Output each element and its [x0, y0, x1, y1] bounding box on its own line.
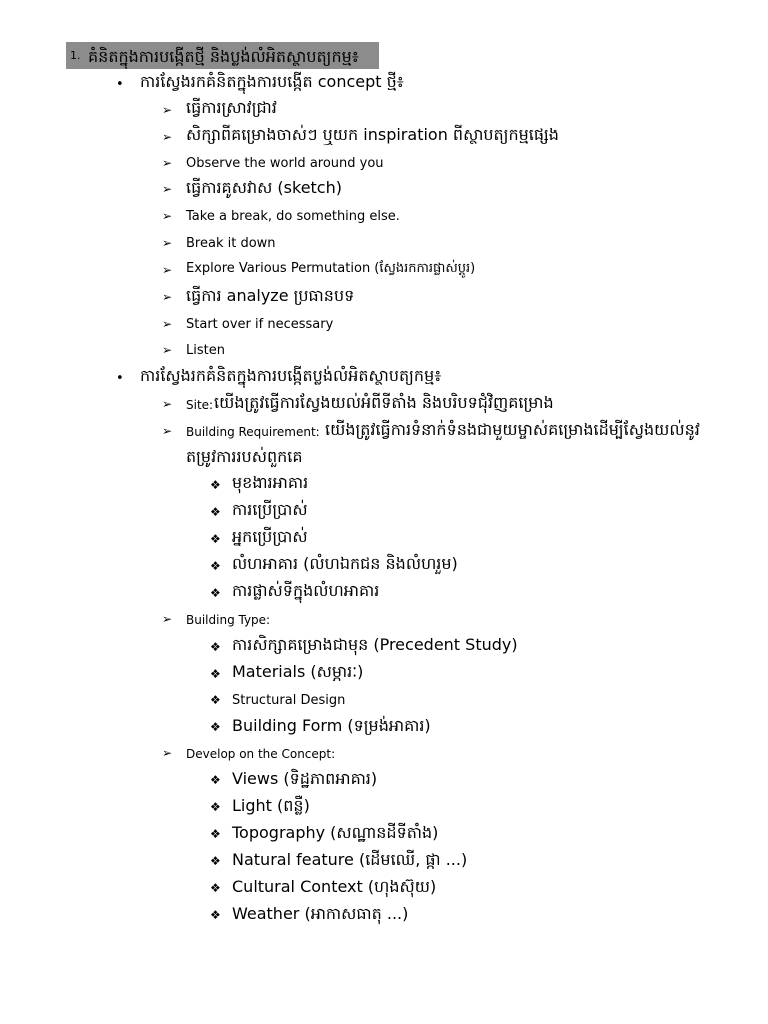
arrow-icon: ➢ [162, 263, 173, 277]
list-item: ធ្វើការស្រាវជ្រាវ [186, 98, 277, 117]
sub-list-item: ការសិក្សាគម្រោងជាមុន (Precedent Study) [232, 635, 518, 654]
diamond-icon: ❖ [210, 881, 221, 895]
section-heading [66, 42, 379, 69]
arrow-icon: ➢ [162, 317, 173, 331]
list-item-continuation: តម្រូវការរបស់ពួកគេ [186, 447, 303, 466]
diamond-icon: ❖ [210, 773, 221, 787]
list-item: Take a break, do something else. [186, 209, 400, 224]
diamond-icon: ❖ [210, 586, 221, 600]
item-label: Building Type: [186, 613, 271, 627]
sub-list-item: ការប្រើប្រាស់ [232, 500, 308, 519]
diamond-icon: ❖ [210, 854, 221, 868]
diamond-icon: ❖ [210, 532, 221, 546]
section-title: ការស្វែងរកគំនិតក្នុងការបង្កើតប្លង់លំអិតស្ថាបត្យកម្ម៖ [140, 366, 442, 385]
arrow-icon: ➢ [162, 209, 173, 223]
sub-list-item: ការផ្លាស់ទីក្នុងលំហអាគារ [232, 581, 380, 600]
diamond-icon: ❖ [210, 720, 221, 734]
sub-list-item: Light (ពន្លឺ) [232, 796, 310, 815]
diamond-icon: ❖ [210, 505, 221, 519]
sub-list-item: Natural feature (ដើមឈើ, ផ្កា ...) [232, 850, 468, 869]
arrow-icon: ➢ [162, 612, 173, 626]
sub-list-item: Materials (សម្ភារៈ) [232, 662, 364, 681]
bullet-icon: • [116, 77, 124, 92]
item-label: Develop on the Concept: [186, 747, 336, 761]
sub-list-item: Structural Design [232, 693, 346, 708]
arrow-icon: ➢ [162, 236, 173, 250]
list-item: Listen [186, 343, 225, 358]
arrow-icon: ➢ [162, 397, 173, 411]
diamond-icon: ❖ [210, 559, 221, 573]
heading-text: គំនិតក្នុងការបង្កើតថ្មី និងប្លង់លំអិតស្ថាបត្យកម្ម៖ [88, 47, 359, 66]
diamond-icon: ❖ [210, 640, 221, 654]
diamond-icon: ❖ [210, 908, 221, 922]
diamond-icon: ❖ [210, 827, 221, 841]
list-item: យើងត្រូវធ្វើការទំនាក់ទំនងជាមួយម្ចាស់គម្រោងដើម្បីស្វែងយល់នូវ [325, 420, 700, 439]
diamond-icon: ❖ [210, 478, 221, 492]
arrow-icon: ➢ [162, 130, 173, 144]
arrow-icon: ➢ [162, 182, 173, 196]
bullet-icon: • [116, 371, 124, 386]
list-item: សិក្សាពីគម្រោងចាស់ៗ ឬយក inspiration ពីស្ថាបត្យកម្មផ្សេង [186, 125, 559, 144]
diamond-icon: ❖ [210, 800, 221, 814]
sub-list-item: Topography (សណ្ឋានដីទីតាំង) [232, 823, 439, 842]
diamond-icon: ❖ [210, 693, 221, 707]
list-item: Observe the world around you [186, 156, 384, 171]
sub-list-item: អ្នកប្រើប្រាស់ [232, 527, 308, 546]
arrow-icon: ➢ [162, 103, 173, 117]
sub-list-item: Cultural Context (ហុងស៊ុយ) [232, 877, 437, 896]
item-label: Building Requirement: [186, 425, 320, 439]
sub-list-item: Weather (អាកាសធាតុ ...) [232, 904, 409, 923]
list-item: ធ្វើការគូសវាស (sketch) [186, 178, 342, 197]
list-item: Break it down [186, 236, 276, 251]
sub-list-item: Building Form (ទម្រង់អាគារ) [232, 716, 431, 735]
list-item: Explore Various Permutation (ស្វែងរកការផ្លាស់ប្តូរ) [186, 261, 476, 276]
diamond-icon: ❖ [210, 667, 221, 681]
heading-number: 1. [70, 49, 81, 62]
sub-list-item: មុខងារអាគារ [232, 473, 309, 492]
arrow-icon: ➢ [162, 343, 173, 357]
list-item: Start over if necessary [186, 317, 334, 332]
sub-list-item: លំហអាគារ (លំហឯកជន និងលំហរួម) [232, 554, 458, 573]
list-item: យើងត្រូវធ្វើការស្វែងយល់អំពីទីតាំង និងបរិបទជុំវិញគម្រោង [214, 393, 554, 412]
section-title: ការស្វែងរកគំនិតក្នុងការបង្កើត concept ថ្មី៖ [140, 72, 404, 91]
arrow-icon: ➢ [162, 156, 173, 170]
list-item: ធ្វើការ analyze ប្រធានបទ [186, 286, 355, 305]
sub-list-item: Views (ទិដ្ឋភាពអាគារ) [232, 769, 378, 788]
item-label: Site: [186, 398, 214, 412]
arrow-icon: ➢ [162, 746, 173, 760]
arrow-icon: ➢ [162, 424, 173, 438]
arrow-icon: ➢ [162, 290, 173, 304]
